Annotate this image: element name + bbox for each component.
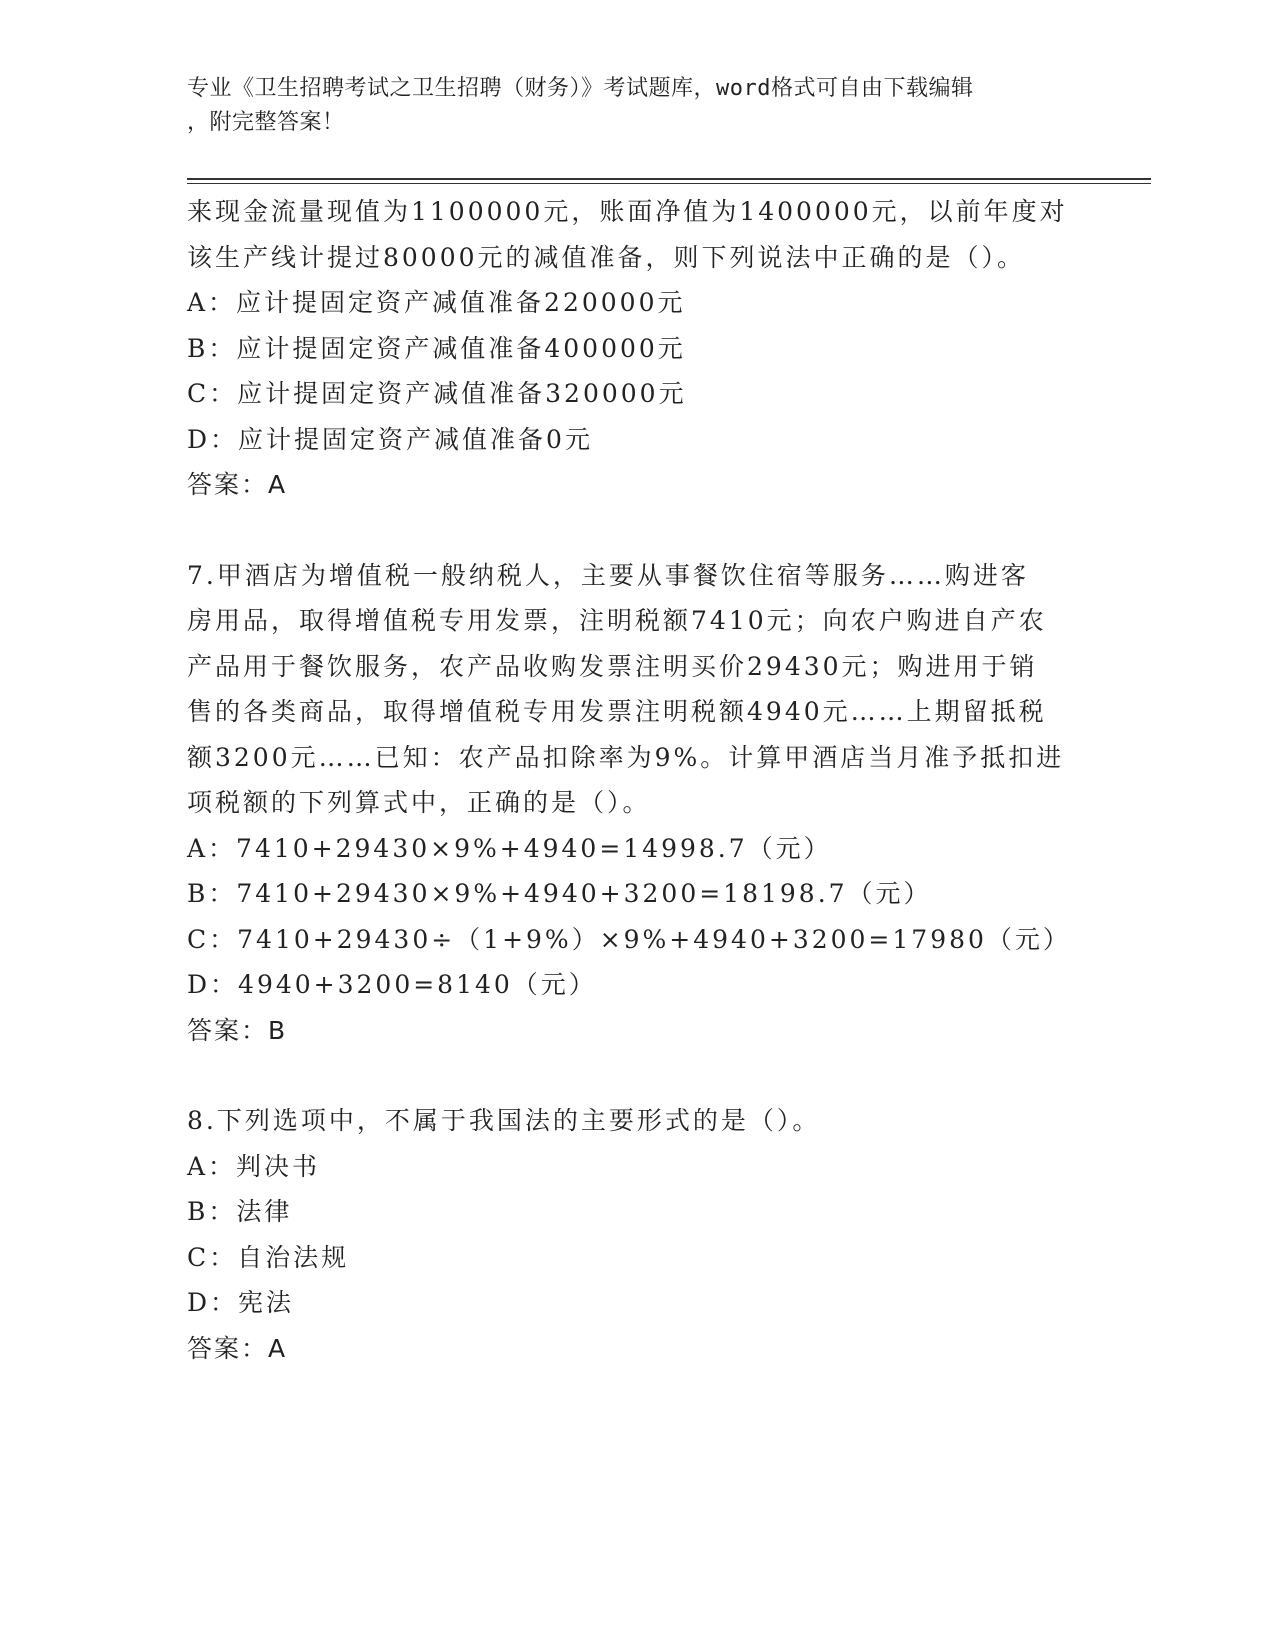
option-d: D：应计提固定资产减值准备0元 <box>187 424 593 454</box>
question-stem-line: 项税额的下列算式中，正确的是（）。 <box>187 788 651 817</box>
option-d: D：宪法 <box>187 1288 295 1317</box>
header-line-1: 专业《卫生招聘考试之卫生招聘（财务）》考试题库，word格式可自由下载编辑 <box>187 76 974 101</box>
question-stem-line: 产品用于餐饮服务，农产品收购发票注明买价29430元；购进用于销 <box>187 651 1038 681</box>
question-stem-line: 8.下列选项中，不属于我国法的主要形式的是（）。 <box>187 1106 821 1135</box>
question-stem-line: 7.甲酒店为增值税一般纳税人，主要从事餐饮住宿等服务……购进客 <box>187 560 1029 590</box>
answer-label: 答案：A <box>187 1333 288 1363</box>
question-stem-line: 额3200元……已知：农产品扣除率为9%。计算甲酒店当月准予抵扣进 <box>187 742 1065 772</box>
spacer <box>187 1053 1087 1098</box>
option-d: D：4940+3200=8140（元） <box>187 970 597 999</box>
question-list <box>187 189 1087 1371</box>
question-8 <box>187 1098 1087 1371</box>
option-b: B：应计提固定资产减值准备400000元 <box>187 333 686 363</box>
question-7 <box>187 553 1087 1054</box>
header-divider-thin <box>187 183 1151 184</box>
answer-label: 答案：A <box>187 470 288 499</box>
option-c: C：应计提固定资产减值准备320000元 <box>187 379 687 408</box>
header-line-2: ，附完整答案！ <box>187 110 345 135</box>
question-stem-line: 来现金流量现值为1100000元，账面净值为1400000元，以前年度对 <box>187 197 1068 226</box>
question-stem-line: 该生产线计提过80000元的减值准备，则下列说法中正确的是（）。 <box>187 242 1026 272</box>
page-header <box>187 72 1067 140</box>
question-stem-line: 售的各类商品，取得增值税专用发票注明税额4940元……上期留抵税 <box>187 697 1047 726</box>
option-c: C：自治法规 <box>187 1242 350 1272</box>
option-c: C：7410+29430÷（1+9%）×9%+4940+3200=17980（元） <box>187 924 1071 954</box>
header-divider-thick <box>187 178 1151 180</box>
question-6 <box>187 189 1087 508</box>
option-b: B：法律 <box>187 1197 293 1226</box>
option-a: A：7410+29430×9%+4940=14998.7（元） <box>187 833 832 863</box>
question-stem-line: 房用品，取得增值税专用发票，注明税额7410元；向农户购进自产农 <box>187 606 1047 635</box>
option-a: A：判决书 <box>187 1151 321 1181</box>
option-b: B：7410+29430×9%+4940+3200=18198.7（元） <box>187 879 932 908</box>
spacer <box>187 508 1087 553</box>
answer-label: 答案：B <box>187 1015 288 1045</box>
option-a: A：应计提固定资产减值准备220000元 <box>187 288 686 317</box>
